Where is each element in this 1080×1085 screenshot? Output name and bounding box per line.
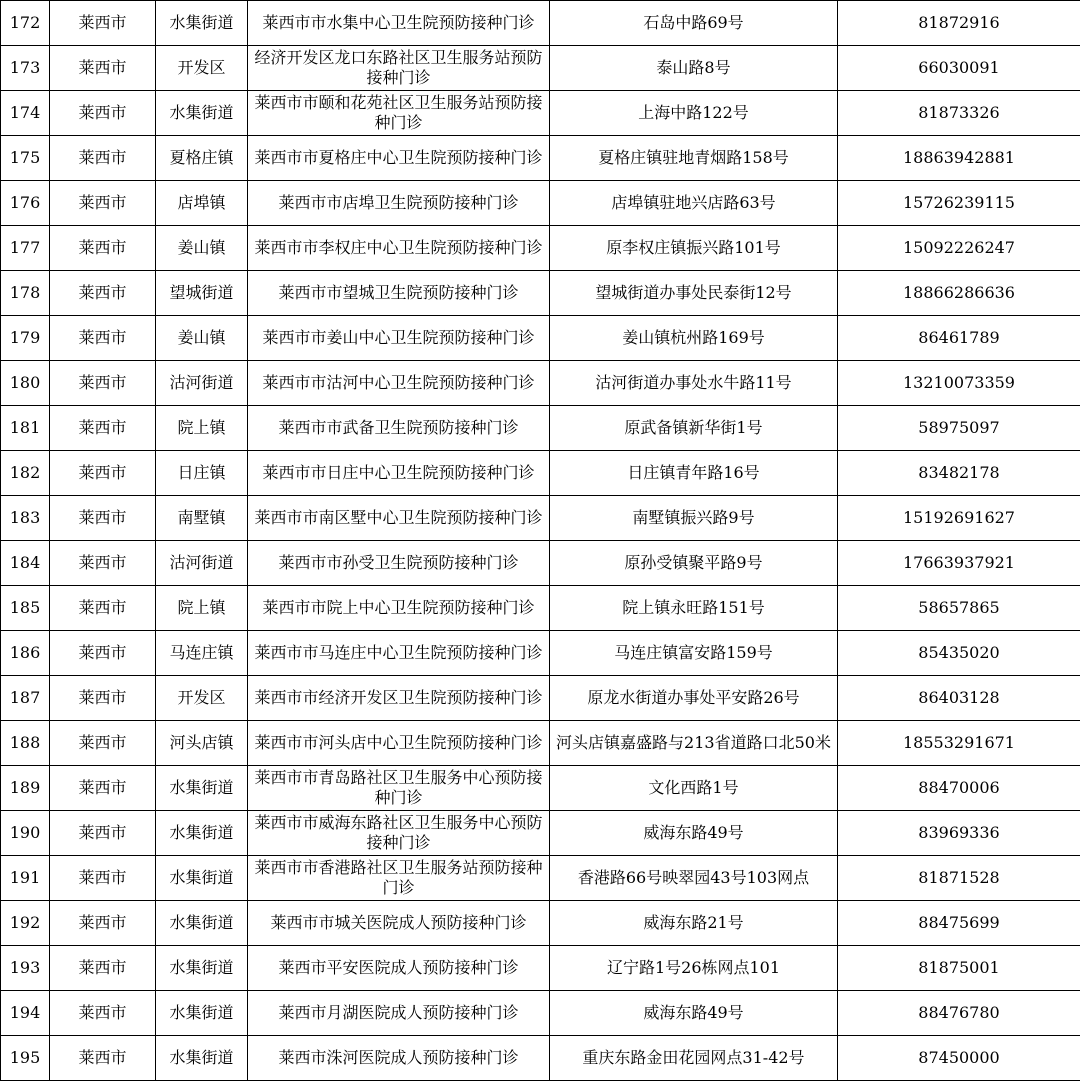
- clinic-name-cell: 莱西市市水集中心卫生院预防接种门诊: [248, 1, 550, 46]
- phone-cell: 86461789: [838, 316, 1080, 361]
- phone-cell: 83482178: [838, 451, 1080, 496]
- phone-cell: 88475699: [838, 901, 1080, 946]
- row-number-cell: 176: [1, 181, 50, 226]
- table-row: [1, 271, 1080, 316]
- city-cell: 莱西市: [50, 226, 156, 271]
- city-cell: 莱西市: [50, 451, 156, 496]
- phone-cell: 87450000: [838, 1036, 1080, 1081]
- city-cell: 莱西市: [50, 856, 156, 901]
- address-cell: 院上镇永旺路151号: [550, 586, 838, 631]
- city-cell: 莱西市: [50, 901, 156, 946]
- city-cell: 莱西市: [50, 811, 156, 856]
- phone-cell: 81872916: [838, 1, 1080, 46]
- table-row: [1, 226, 1080, 271]
- address-cell: 香港路66号映翠园43号103网点: [550, 856, 838, 901]
- row-number-cell: 180: [1, 361, 50, 406]
- row-number-cell: 182: [1, 451, 50, 496]
- clinic-name-cell: 莱西市市颐和花苑社区卫生服务站预防接种门诊: [248, 91, 550, 136]
- address-cell: 威海东路49号: [550, 991, 838, 1036]
- clinic-name-cell: 莱西市市青岛路社区卫生服务中心预防接种门诊: [248, 766, 550, 811]
- table-row: [1, 406, 1080, 451]
- city-cell: 莱西市: [50, 721, 156, 766]
- address-cell: 文化西路1号: [550, 766, 838, 811]
- row-number-cell: 189: [1, 766, 50, 811]
- table-row: [1, 856, 1080, 901]
- phone-cell: 18553291671: [838, 721, 1080, 766]
- phone-cell: 17663937921: [838, 541, 1080, 586]
- table-row: [1, 496, 1080, 541]
- town-cell: 水集街道: [156, 811, 248, 856]
- phone-cell: 83969336: [838, 811, 1080, 856]
- row-number-cell: 193: [1, 946, 50, 991]
- row-number-cell: 172: [1, 1, 50, 46]
- city-cell: 莱西市: [50, 406, 156, 451]
- address-cell: 原孙受镇聚平路9号: [550, 541, 838, 586]
- town-cell: 店埠镇: [156, 181, 248, 226]
- clinic-name-cell: 莱西市市孙受卫生院预防接种门诊: [248, 541, 550, 586]
- table-row: [1, 766, 1080, 811]
- row-number-cell: 188: [1, 721, 50, 766]
- clinic-name-cell: 莱西市市店埠卫生院预防接种门诊: [248, 181, 550, 226]
- phone-cell: 81873326: [838, 91, 1080, 136]
- phone-cell: 13210073359: [838, 361, 1080, 406]
- table-row: [1, 451, 1080, 496]
- table-row: [1, 91, 1080, 136]
- address-cell: 重庆东路金田花园网点31-42号: [550, 1036, 838, 1081]
- row-number-cell: 177: [1, 226, 50, 271]
- row-number-cell: 195: [1, 1036, 50, 1081]
- town-cell: 院上镇: [156, 586, 248, 631]
- row-number-cell: 185: [1, 586, 50, 631]
- town-cell: 开发区: [156, 46, 248, 91]
- town-cell: 河头店镇: [156, 721, 248, 766]
- table-row: [1, 181, 1080, 226]
- city-cell: 莱西市: [50, 766, 156, 811]
- table-row: [1, 1, 1080, 46]
- city-cell: 莱西市: [50, 271, 156, 316]
- phone-cell: 18866286636: [838, 271, 1080, 316]
- table-body: [1, 1, 1080, 1081]
- address-cell: 原武备镇新华街1号: [550, 406, 838, 451]
- city-cell: 莱西市: [50, 361, 156, 406]
- row-number-cell: 184: [1, 541, 50, 586]
- address-cell: 威海东路21号: [550, 901, 838, 946]
- table-row: [1, 541, 1080, 586]
- phone-cell: 81871528: [838, 856, 1080, 901]
- clinic-name-cell: 莱西市市沽河中心卫生院预防接种门诊: [248, 361, 550, 406]
- town-cell: 水集街道: [156, 1, 248, 46]
- town-cell: 水集街道: [156, 901, 248, 946]
- row-number-cell: 178: [1, 271, 50, 316]
- city-cell: 莱西市: [50, 946, 156, 991]
- town-cell: 姜山镇: [156, 226, 248, 271]
- town-cell: 水集街道: [156, 991, 248, 1036]
- table-row: [1, 46, 1080, 91]
- phone-cell: 86403128: [838, 676, 1080, 721]
- city-cell: 莱西市: [50, 46, 156, 91]
- town-cell: 马连庄镇: [156, 631, 248, 676]
- clinic-name-cell: 莱西市市院上中心卫生院预防接种门诊: [248, 586, 550, 631]
- row-number-cell: 187: [1, 676, 50, 721]
- clinic-name-cell: 莱西市月湖医院成人预防接种门诊: [248, 991, 550, 1036]
- clinic-name-cell: 莱西市平安医院成人预防接种门诊: [248, 946, 550, 991]
- town-cell: 日庄镇: [156, 451, 248, 496]
- town-cell: 开发区: [156, 676, 248, 721]
- address-cell: 泰山路8号: [550, 46, 838, 91]
- city-cell: 莱西市: [50, 316, 156, 361]
- phone-cell: 15726239115: [838, 181, 1080, 226]
- phone-cell: 15192691627: [838, 496, 1080, 541]
- clinic-name-cell: 莱西市市香港路社区卫生服务站预防接种门诊: [248, 856, 550, 901]
- phone-cell: 58975097: [838, 406, 1080, 451]
- city-cell: 莱西市: [50, 676, 156, 721]
- city-cell: 莱西市: [50, 136, 156, 181]
- table-row: [1, 586, 1080, 631]
- town-cell: 南墅镇: [156, 496, 248, 541]
- town-cell: 沽河街道: [156, 361, 248, 406]
- table-row: [1, 721, 1080, 766]
- city-cell: 莱西市: [50, 91, 156, 136]
- clinic-name-cell: 莱西市市威海东路社区卫生服务中心预防接种门诊: [248, 811, 550, 856]
- phone-cell: 85435020: [838, 631, 1080, 676]
- clinic-name-cell: 莱西市市城关医院成人预防接种门诊: [248, 901, 550, 946]
- clinic-name-cell: 莱西市市日庄中心卫生院预防接种门诊: [248, 451, 550, 496]
- phone-cell: 15092226247: [838, 226, 1080, 271]
- row-number-cell: 190: [1, 811, 50, 856]
- address-cell: 南墅镇振兴路9号: [550, 496, 838, 541]
- clinic-name-cell: 莱西市市望城卫生院预防接种门诊: [248, 271, 550, 316]
- row-number-cell: 183: [1, 496, 50, 541]
- table-row: [1, 676, 1080, 721]
- address-cell: 辽宁路1号26栋网点101: [550, 946, 838, 991]
- town-cell: 水集街道: [156, 1036, 248, 1081]
- town-cell: 院上镇: [156, 406, 248, 451]
- row-number-cell: 174: [1, 91, 50, 136]
- city-cell: 莱西市: [50, 541, 156, 586]
- clinic-name-cell: 莱西市市武备卫生院预防接种门诊: [248, 406, 550, 451]
- address-cell: 姜山镇杭州路169号: [550, 316, 838, 361]
- address-cell: 沽河街道办事处水牛路11号: [550, 361, 838, 406]
- city-cell: 莱西市: [50, 586, 156, 631]
- table-row: [1, 136, 1080, 181]
- table-row: [1, 811, 1080, 856]
- row-number-cell: 191: [1, 856, 50, 901]
- table-row: [1, 901, 1080, 946]
- address-cell: 马连庄镇富安路159号: [550, 631, 838, 676]
- city-cell: 莱西市: [50, 181, 156, 226]
- row-number-cell: 179: [1, 316, 50, 361]
- city-cell: 莱西市: [50, 1, 156, 46]
- address-cell: 石岛中路69号: [550, 1, 838, 46]
- clinic-name-cell: 莱西市市南区墅中心卫生院预防接种门诊: [248, 496, 550, 541]
- address-cell: 河头店镇嘉盛路与213省道路口北50米: [550, 721, 838, 766]
- town-cell: 水集街道: [156, 946, 248, 991]
- clinic-name-cell: 莱西市市经济开发区卫生院预防接种门诊: [248, 676, 550, 721]
- clinic-name-cell: 经济开发区龙口东路社区卫生服务站预防接种门诊: [248, 46, 550, 91]
- clinic-name-cell: 莱西市洙河医院成人预防接种门诊: [248, 1036, 550, 1081]
- row-number-cell: 192: [1, 901, 50, 946]
- clinic-name-cell: 莱西市市马连庄中心卫生院预防接种门诊: [248, 631, 550, 676]
- town-cell: 水集街道: [156, 856, 248, 901]
- phone-cell: 88476780: [838, 991, 1080, 1036]
- town-cell: 夏格庄镇: [156, 136, 248, 181]
- address-cell: 日庄镇青年路16号: [550, 451, 838, 496]
- table-row: [1, 991, 1080, 1036]
- row-number-cell: 194: [1, 991, 50, 1036]
- phone-cell: 88470006: [838, 766, 1080, 811]
- clinic-name-cell: 莱西市市姜山中心卫生院预防接种门诊: [248, 316, 550, 361]
- city-cell: 莱西市: [50, 1036, 156, 1081]
- phone-cell: 81875001: [838, 946, 1080, 991]
- row-number-cell: 181: [1, 406, 50, 451]
- town-cell: 水集街道: [156, 766, 248, 811]
- table-row: [1, 946, 1080, 991]
- table-row: [1, 631, 1080, 676]
- address-cell: 原龙水街道办事处平安路26号: [550, 676, 838, 721]
- table-row: [1, 316, 1080, 361]
- row-number-cell: 173: [1, 46, 50, 91]
- table-row: [1, 361, 1080, 406]
- clinic-name-cell: 莱西市市夏格庄中心卫生院预防接种门诊: [248, 136, 550, 181]
- phone-cell: 18863942881: [838, 136, 1080, 181]
- row-number-cell: 186: [1, 631, 50, 676]
- table-row: [1, 1036, 1080, 1081]
- address-cell: 夏格庄镇驻地青烟路158号: [550, 136, 838, 181]
- clinic-name-cell: 莱西市市李权庄中心卫生院预防接种门诊: [248, 226, 550, 271]
- city-cell: 莱西市: [50, 991, 156, 1036]
- city-cell: 莱西市: [50, 496, 156, 541]
- address-cell: 店埠镇驻地兴店路63号: [550, 181, 838, 226]
- phone-cell: 58657865: [838, 586, 1080, 631]
- address-cell: 原李权庄镇振兴路101号: [550, 226, 838, 271]
- town-cell: 沽河街道: [156, 541, 248, 586]
- clinic-name-cell: 莱西市市河头店中心卫生院预防接种门诊: [248, 721, 550, 766]
- address-cell: 上海中路122号: [550, 91, 838, 136]
- city-cell: 莱西市: [50, 631, 156, 676]
- phone-cell: 66030091: [838, 46, 1080, 91]
- address-cell: 威海东路49号: [550, 811, 838, 856]
- town-cell: 望城街道: [156, 271, 248, 316]
- town-cell: 水集街道: [156, 91, 248, 136]
- town-cell: 姜山镇: [156, 316, 248, 361]
- address-cell: 望城街道办事处民泰街12号: [550, 271, 838, 316]
- row-number-cell: 175: [1, 136, 50, 181]
